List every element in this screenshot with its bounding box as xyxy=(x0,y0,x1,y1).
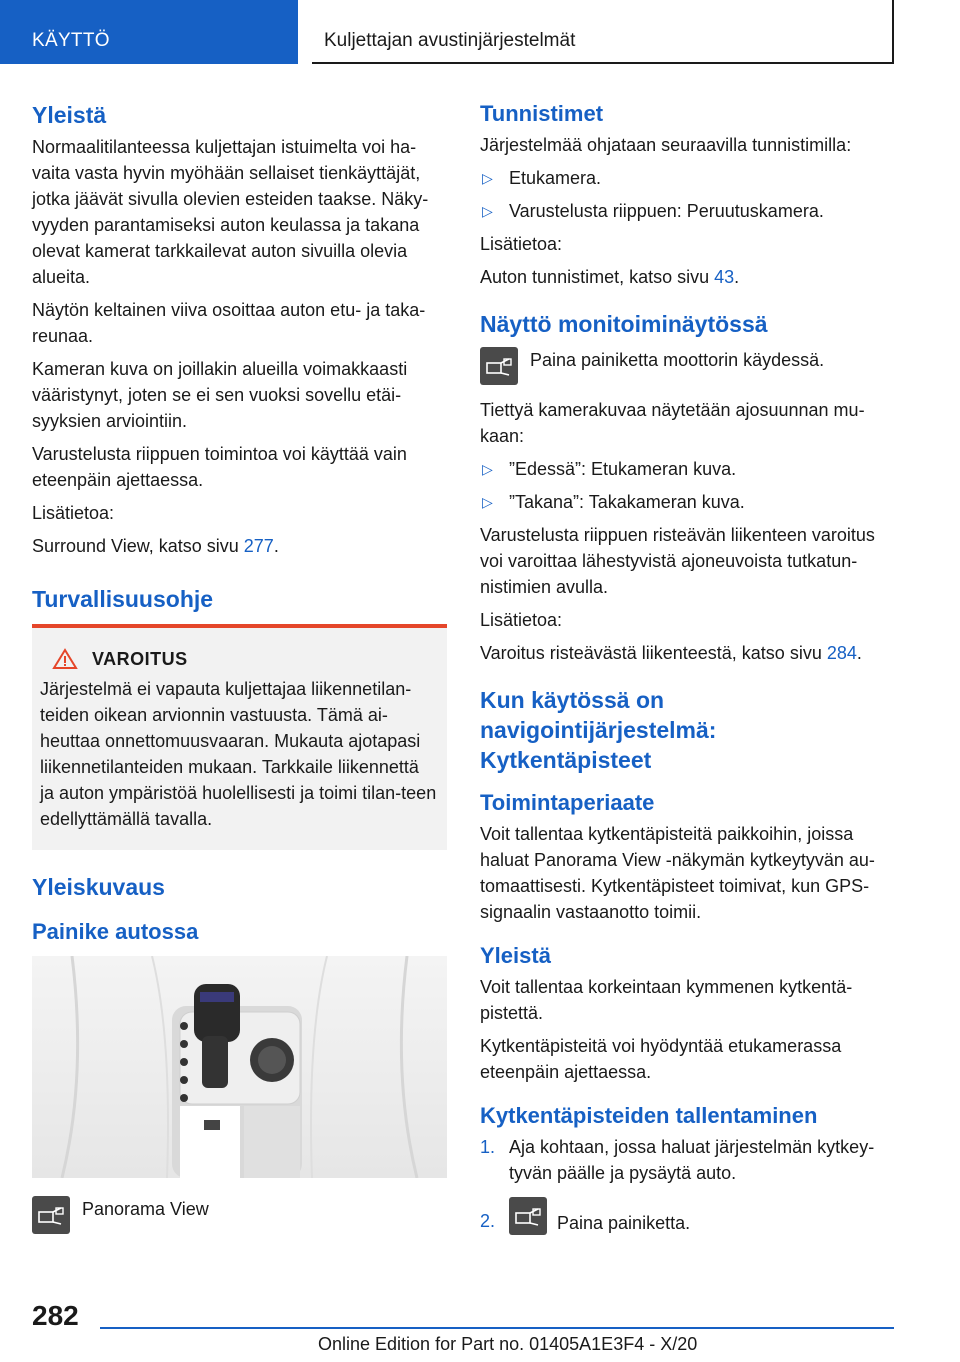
paragraph: Tiettyä kamerakuvaa näytetään ajosuunnan mu-kaan: xyxy=(480,400,865,446)
paragraph: Voit tallentaa korkeintaan kymmenen kytkentä-pistettä. xyxy=(480,977,853,1023)
paragraph-label: Lisätietoa: xyxy=(480,234,563,254)
heading-yleista: Yleistä xyxy=(32,102,107,128)
paragraph-label: Lisätietoa: xyxy=(32,503,115,523)
step-text: Paina painiketta. xyxy=(557,1213,691,1233)
paragraph: Voit tallentaa kytkentäpisteitä paikkoihin, joissa haluat Panorama View -näkymän kytkeytyvän au-tomaattisesti. Kytkentäpisteet toimivat, kun GPS-signaalin vastaanotto toimii. xyxy=(480,824,875,922)
heading-toimintaperiaate: Toimintaperiaate xyxy=(480,790,655,815)
list-item: ▷ Etukamera. xyxy=(480,165,898,191)
header-section-label: KÄYTTÖ xyxy=(32,30,110,51)
panorama-view-button-icon[interactable] xyxy=(509,1197,547,1235)
sensor-list xyxy=(480,165,898,224)
view-list xyxy=(480,456,898,515)
paragraph: Näytön keltainen viiva osoittaa auton etu- ja taka-reunaa. xyxy=(32,300,426,346)
step-number: 2. xyxy=(480,1211,496,1231)
heading-yleiskuvaus: Yleiskuvaus xyxy=(32,874,165,900)
step-item xyxy=(480,1134,898,1186)
warning-text: Järjestelmä ei vapauta kuljettajaa liikennetilan-teiden oikean arvionnin vastuusta. Tämä ai-heuttaa onnettomuusvaaran. Mukauta ajotapasi liikennetilanteiden mukaan. Tarkkaile liikennettä ja auton ympäristöä huolellisesti ja toimi tilan-teen edellyttämällä tavalla. xyxy=(40,679,437,829)
right-column xyxy=(480,100,898,1246)
page-link-277[interactable]: 277 xyxy=(243,536,274,556)
footer-divider xyxy=(100,1327,894,1329)
center-console-illustration xyxy=(32,956,447,1178)
page-number: 282 xyxy=(32,1300,79,1331)
triangle-bullet-icon: ▷ xyxy=(482,461,493,477)
heading-turvallisuusohje: Turvallisuusohje xyxy=(32,586,214,612)
warning-triangle-icon xyxy=(52,648,78,670)
camera-view-icon xyxy=(509,1197,547,1235)
reference-text: Varoitus risteävästä liikenteestä, katso sivu xyxy=(480,643,827,663)
panorama-view-button-icon[interactable] xyxy=(480,347,518,385)
reference-line xyxy=(32,533,447,559)
reference-text: Surround View, katso sivu xyxy=(32,536,244,556)
triangle-bullet-icon: ▷ xyxy=(482,170,493,186)
step-text: Aja kohtaan, jossa haluat järjestelmän kytkey-tyvän päälle ja pysäytä auto. xyxy=(509,1137,875,1183)
reference-end: . xyxy=(856,643,862,663)
paragraph: Varustelusta riippuen toimintoa voi käyttää vain eteenpäin ajettaessa. xyxy=(32,444,407,490)
paragraph: Järjestelmää ohjataan seuraavilla tunnistimilla: xyxy=(480,135,852,155)
heading-kun-kaytossa: Kun käytössä on navigointijärjestelmä: Kytkentäpisteet xyxy=(480,687,717,773)
page-link-284[interactable]: 284 xyxy=(826,643,857,663)
left-column xyxy=(32,100,447,1246)
warning-header xyxy=(40,648,437,670)
step-item xyxy=(480,1196,898,1236)
triangle-bullet-icon: ▷ xyxy=(482,203,493,219)
list-item: ▷ ”Edessä”: Etukameran kuva. xyxy=(480,456,898,482)
reference-line xyxy=(480,264,898,290)
page-link-43[interactable]: 43 xyxy=(714,267,735,287)
button-caption-row xyxy=(32,1196,447,1234)
heading-painike-autossa: Painike autossa xyxy=(32,919,199,944)
center-console-photo xyxy=(32,956,447,1178)
warning-box xyxy=(32,624,447,850)
paragraph: Kytkentäpisteitä voi hyödyntää etukamerassa eteenpäin ajettaessa. xyxy=(480,1036,842,1082)
camera-view-icon xyxy=(32,1196,70,1234)
reference-end: . xyxy=(273,536,279,556)
press-text: Paina painiketta moottorin käydessä. xyxy=(530,350,825,370)
reference-text: Auton tunnistimet, katso sivu xyxy=(480,267,715,287)
heading-yleista-2: Yleistä xyxy=(480,943,551,968)
warning-title: VAROITUS xyxy=(92,648,188,669)
paragraph: Varustelusta riippuen risteävän liikenteen varoitus voi varoittaa lähestyvistä ajoneuvoista tutkatun-nistimien avulla. xyxy=(480,525,875,597)
reference-end: . xyxy=(734,267,740,287)
header-chapter-label: Kuljettajan avustinjärjestelmät xyxy=(324,30,576,51)
heading-tunnistimet: Tunnistimet xyxy=(480,101,604,126)
camera-view-icon xyxy=(480,347,518,385)
steps-list xyxy=(480,1134,898,1236)
paragraph: Normaalitilanteessa kuljettajan istuimelta voi ha-vaita vasta hyvin myöhään sellaiset tienkäyttäjät, jotka jäävät sivulla olevien esteiden taakse. Näky-vyyden parantamiseksi auton keulassa ja takana olevat kamerat tarkkailevat auton sivuilla olevia alueita. xyxy=(32,137,429,287)
button-caption: Panorama View xyxy=(82,1199,209,1219)
press-button-row xyxy=(480,347,898,385)
heading-naytto: Näyttö monitoiminäytössä xyxy=(480,311,768,337)
header-chapter-tab xyxy=(312,0,894,64)
step-number: 1. xyxy=(480,1137,496,1157)
paragraph: Kameran kuva on joillakin alueilla voimakkaasti vääristynyt, joten se ei sen vuoksi sovellu etäi-syyksien arviointiin. xyxy=(32,359,408,431)
header-section-tab xyxy=(0,0,298,64)
reference-line xyxy=(480,640,898,666)
triangle-bullet-icon: ▷ xyxy=(482,494,493,510)
heading-tallentaminen: Kytkentäpisteiden tallentaminen xyxy=(480,1103,818,1128)
panorama-view-button-icon[interactable] xyxy=(32,1196,70,1234)
list-item: ▷ Varustelusta riippuen: Peruutuskamera. xyxy=(480,198,898,224)
list-item: ▷ ”Takana”: Takakameran kuva. xyxy=(480,489,898,515)
footer-edition: Online Edition for Part no. 01405A1E3F4 - X/20 xyxy=(318,1334,698,1354)
paragraph-label: Lisätietoa: xyxy=(480,610,563,630)
